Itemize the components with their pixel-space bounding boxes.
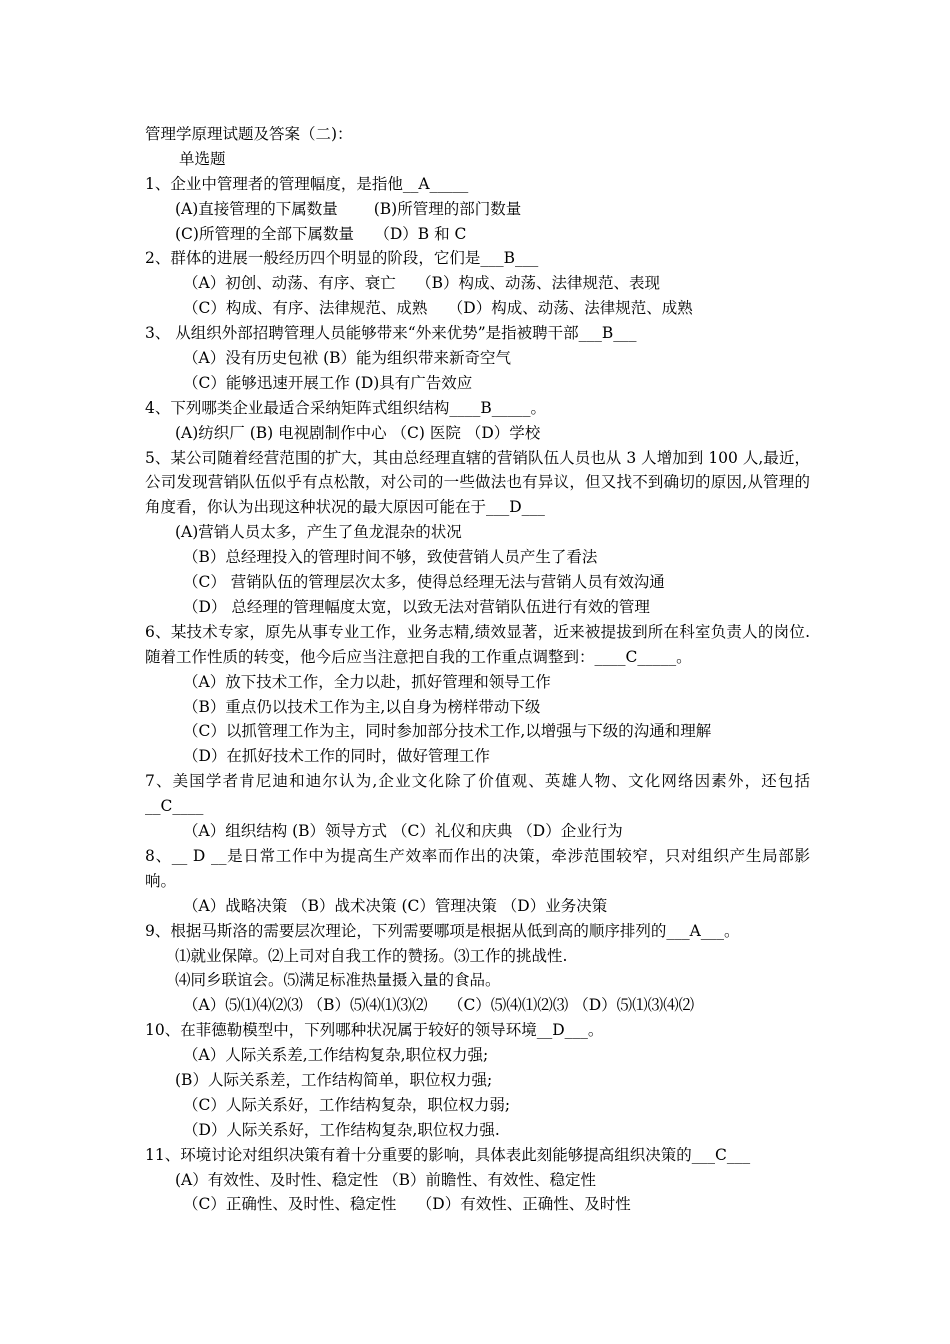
- question-7: 7、美国学者肯尼迪和迪尔认为,企业文化除了价值观、英雄人物、文化网络因素外，还包括__C____: [145, 772, 810, 816]
- q8-options: （A）战略决策 （B）战术决策 (C）管理决策 （D）业务决策: [183, 896, 608, 915]
- q10-option-b: (B）人际关系差，工作结构简单，职位权力强;: [175, 1070, 493, 1089]
- question-5: 5、某公司随着经营范围的扩大，其由总经理直辖的营销队伍人员也从 3 人增加到 100 人,最近，公司发现营销队伍似乎有点松散，对公司的一些做法也有异议，但又找不到确切的原因,从管理的角度看，你认为出现这种状况的最大原因可能在于___D___: [145, 448, 810, 517]
- q10-option-d: （D）人际关系好，工作结构复杂,职位权力强.: [183, 1120, 500, 1139]
- q5-option-a: (A)营销人员太多，产生了鱼龙混杂的状况: [175, 523, 462, 542]
- q2-options-cd: （C）构成、有序、法律规范、成熟 （D）构成、动荡、法律规范、成熟: [183, 299, 693, 318]
- document-page: [145, 122, 810, 1217]
- q11-options-cd: （C）正确性、及时性、稳定性 （D）有效性、正确性、及时性: [183, 1195, 631, 1214]
- page-title: 管理学原理试题及答案（二)：: [145, 125, 353, 143]
- q11-options-ab: (A）有效性、及时性、稳定性 （B）前瞻性、有效性、稳定性: [175, 1170, 597, 1189]
- section-heading: 单选题: [179, 149, 226, 168]
- q5-option-c: （C） 营销队伍的管理层次太多，使得总经理无法与营销人员有效沟通: [183, 573, 665, 592]
- question-9: 9、根据马斯洛的需要层次理论，下列需要哪项是根据从低到高的顺序排列的___A___。: [145, 921, 740, 940]
- question-10: 10、在菲德勒模型中，下列哪种状况属于较好的领导环境__D___。: [145, 1021, 604, 1040]
- q3-options-cd: （C）能够迅速开展工作 (D)具有广告效应: [183, 373, 473, 392]
- question-11: 11、环境讨论对组织决策有着十分重要的影响，具体表此刻能够提高组织决策的___C___: [145, 1145, 751, 1164]
- question-2: 2、群体的进展一般经历四个明显的阶段，它们是___B___: [145, 249, 539, 268]
- q1-options-ab: (A)直接管理的下属数量 (B)所管理的部门数量: [175, 199, 522, 218]
- question-1: 1、企业中管理者的管理幅度，是指他__A_____: [145, 174, 469, 193]
- q7-options: （A）组织结构 (B）领导方式 （C）礼仪和庆典 （D）企业行为: [183, 822, 623, 841]
- q6-option-d: （D）在抓好技术工作的同时，做好管理工作: [183, 747, 490, 766]
- q2-options-ab: （A）初创、动荡、有序、衰亡 （B）构成、动荡、法律规范、表现: [183, 274, 661, 293]
- q5-option-d: （D） 总经理的管理幅度太宽，以致无法对营销队伍进行有效的管理: [183, 597, 650, 616]
- q9-options: （A）⑸⑴⑷⑵⑶ （B）⑸⑷⑴⑶⑵ （C）⑸⑷⑴⑵⑶ （D）⑸⑴⑶⑷⑵: [183, 996, 695, 1015]
- q3-options-ab: （A）没有历史包袱 (B）能为组织带来新奇空气: [183, 349, 512, 368]
- q6-option-a: （A）放下技术工作，全力以赴，抓好管理和领导工作: [183, 672, 551, 691]
- question-6: 6、某技术专家，原先从事专业工作，业务志精,绩效显著，近来被提拔到所在科室负责人的岗位.随着工作性质的转变，他今后应当注意把自我的工作重点调整到：____C_____。: [145, 622, 810, 666]
- q10-option-c: （C）人际关系好，工作结构复杂，职位权力弱;: [183, 1095, 511, 1114]
- q6-option-b: （B）重点仍以技术工作为主,以自身为榜样带动下级: [183, 697, 541, 716]
- q9-items-1: ⑴就业保障。⑵上司对自我工作的赞扬。⑶工作的挑战性.: [175, 946, 568, 965]
- q6-option-c: （C）以抓管理工作为主，同时参加部分技术工作,以增强与下级的沟通和理解: [183, 722, 712, 741]
- q4-options: (A)纺织厂 (B) 电视剧制作中心 （C) 医院 （D）学校: [175, 423, 541, 442]
- question-4: 4、下列哪类企业最适合采纳矩阵式组织结构____B_____。: [145, 398, 547, 417]
- q5-option-b: （B）总经理投入的管理时间不够，致使营销人员产生了看法: [183, 548, 598, 567]
- question-8: 8、__ D __是日常工作中为提高生产效率而作出的决策，牵涉范围较窄，只对组织产生局部影响。: [145, 846, 810, 890]
- q9-items-2: ⑷同乡联谊会。⑸满足标准热量摄入量的食品。: [175, 971, 501, 990]
- q1-options-cd: (C)所管理的全部下属数量 （D）B 和 C: [175, 224, 467, 243]
- question-3: 3、 从组织外部招聘管理人员能够带来“外来优势”是指被聘干部___B___: [145, 324, 637, 343]
- q10-option-a: （A）人际关系差,工作结构复杂,职位权力强;: [183, 1046, 489, 1065]
